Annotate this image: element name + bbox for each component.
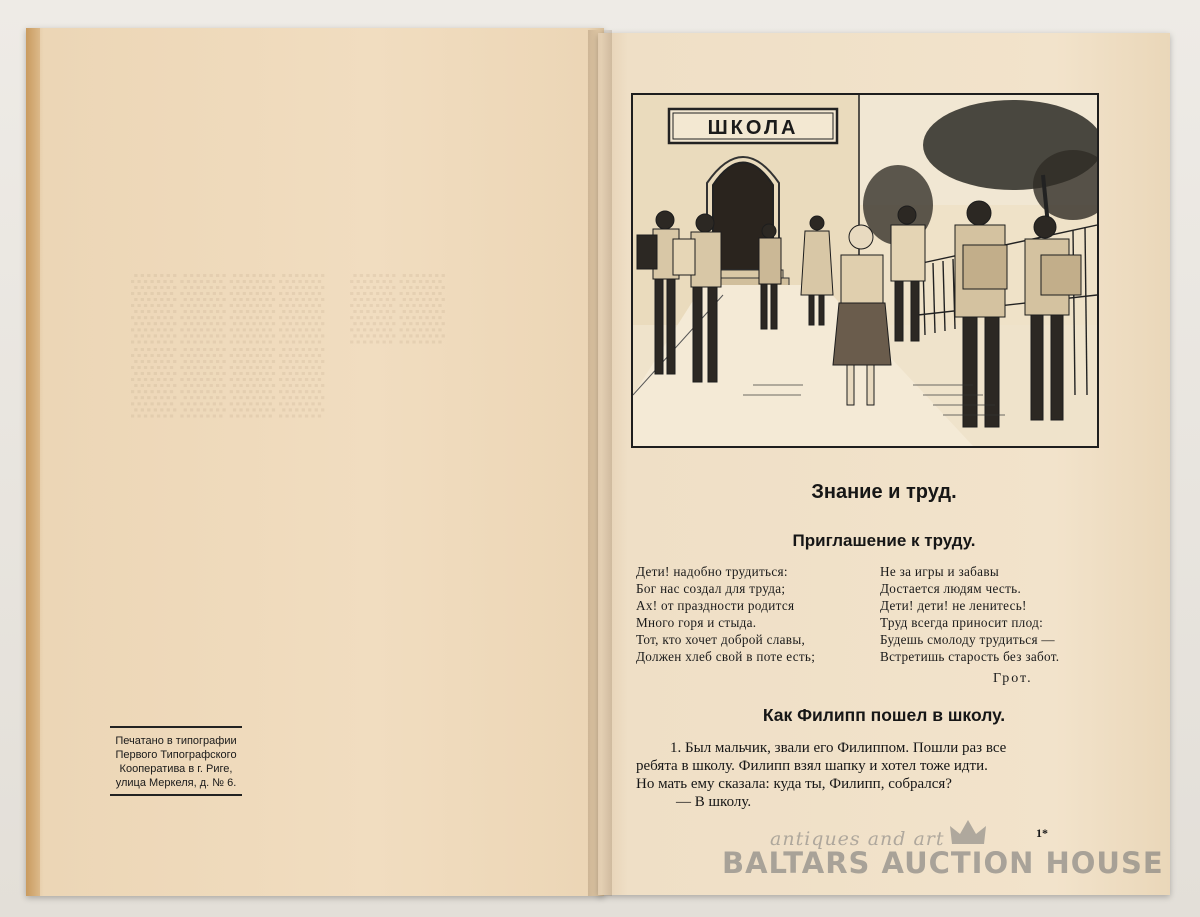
story-line: ребята в школу. Филипп взял шапку и хотел тоже идти. <box>636 758 988 774</box>
poem-line: Дети! дети! не ленитесь! <box>880 598 1027 613</box>
poem-line: Должен хлеб свой в поте есть; <box>636 649 816 664</box>
signature-mark: 1* <box>1036 826 1048 840</box>
school-illustration <box>631 93 1099 448</box>
imprint-line: Первого Типографского <box>115 749 237 761</box>
story-text <box>636 739 1088 811</box>
printer-imprint <box>110 726 242 796</box>
watermark-brand: BALTARS AUCTION HOUSE <box>722 846 1164 880</box>
poem-title: Приглашение к труду. <box>792 531 976 550</box>
poem-line: Встретишь старость без забот. <box>880 649 1060 664</box>
imprint-line: улица Меркеля, д. № 6. <box>115 777 237 789</box>
poem-line: Бог нас создал для труда; <box>636 581 786 596</box>
story-line: 1. Был мальчик, звали его Филиппом. Пошли раз все <box>670 740 1007 756</box>
poem-line: Тот, кто хочет доброй славы, <box>636 632 806 647</box>
poem-line: Труд всегда приносит плод: <box>880 615 1044 630</box>
poem-line: Много горя и стыда. <box>636 615 757 630</box>
left-page-edge <box>26 28 40 896</box>
poem-line: Ах! от праздности родится <box>636 598 795 613</box>
imprint-line: Печатано в типографии <box>115 735 237 747</box>
school-illustration-drawing <box>633 95 1097 446</box>
imprint-line: Кооператива в г. Риге, <box>119 763 233 775</box>
watermark-tagline: antiques and art <box>770 828 945 850</box>
poem-line: Дети! надобно трудиться: <box>636 564 788 579</box>
story-line: Но мать ему сказала: куда ты, Филипп, собрался? <box>636 776 952 792</box>
story-title: Как Филипп пошел в школу. <box>762 705 1006 725</box>
right-page <box>598 33 1170 895</box>
section-title: Знание и труд. <box>811 481 957 503</box>
poem-right-column <box>880 563 1059 665</box>
poem-line: Не за игры и забавы <box>880 564 1000 579</box>
poem-line: Будешь смолоду трудиться — <box>880 632 1055 647</box>
show-through-text: ▒▒▒▒ ▒▒ ▒▒▒▒ <box>131 269 449 415</box>
book-gutter <box>588 30 612 896</box>
poem-left-column <box>636 563 815 665</box>
poem-line: Достается людям честь. <box>880 581 1022 596</box>
crown-icon <box>948 818 988 848</box>
story-line: — В школу. <box>676 794 752 810</box>
poem-author: Грот. <box>993 671 1033 686</box>
left-page <box>26 28 604 896</box>
school-sign-text: ШКОЛА <box>707 117 799 139</box>
